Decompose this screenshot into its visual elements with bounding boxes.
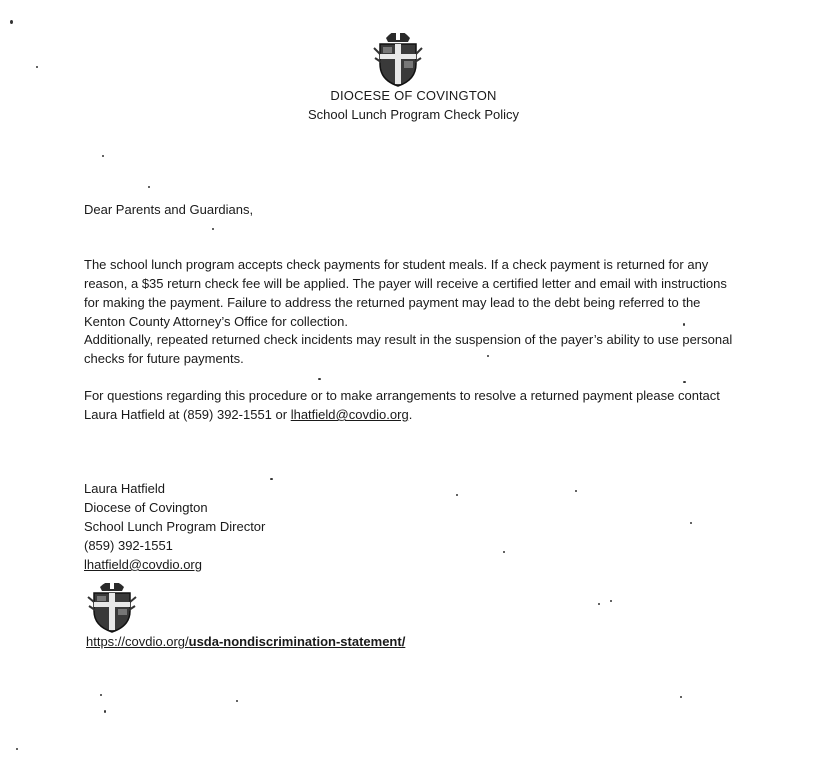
scan-speck <box>16 748 18 750</box>
policy-paragraph: The school lunch program accepts check payments for student meals. If a check payment is returned for any reason, a $35 return check fee will be applied. The payer will receive a certified letter and email with instructions for making the payment. Failure to address the returned payment may lead to the debt being referred to the Kenton County Attorney’s Office for collection. <box>84 257 727 329</box>
signature-email-link[interactable]: lhatfield@covdio.org <box>84 557 202 572</box>
contact-lead-text: For questions regarding this procedure or to make arrangements to resolve a returned payment please contact Laura Hatfield at (859) 392-1551 or <box>84 388 720 422</box>
scan-speck <box>104 710 106 713</box>
repeated-incidents-paragraph: Additionally, repeated returned check incidents may result in the suspension of the payer’s ability to use personal checks for future payments. <box>84 332 733 366</box>
signature-title: School Lunch Program Director <box>84 519 266 534</box>
contact-email-link[interactable]: lhatfield@covdio.org <box>290 407 409 422</box>
footer-link-domain: https://covdio.org/ <box>86 634 189 649</box>
scan-speck <box>36 66 38 68</box>
scan-speck <box>10 20 13 24</box>
footer-link-path: usda-nondiscrimination-statement/ <box>188 634 406 649</box>
signature-name: Laura Hatfield <box>84 481 165 496</box>
diocese-crest-icon <box>86 575 138 635</box>
diocese-crest-icon <box>372 24 424 90</box>
scan-speck <box>598 603 600 605</box>
scan-speck <box>503 551 505 553</box>
scan-speck <box>690 522 692 524</box>
scan-speck <box>680 696 682 698</box>
greeting: Dear Parents and Guardians, <box>84 202 254 217</box>
contact-paragraph <box>84 386 734 424</box>
scan-speck <box>102 155 104 157</box>
scan-speck <box>148 186 150 188</box>
policy-title: School Lunch Program Check Policy <box>308 107 519 122</box>
scan-speck <box>487 355 489 357</box>
scan-speck <box>610 600 612 602</box>
scan-speck <box>236 700 238 702</box>
signature-organization: Diocese of Covington <box>84 500 208 515</box>
contact-end: . <box>408 407 413 422</box>
scan-speck <box>212 228 214 230</box>
scan-speck <box>683 381 686 383</box>
scan-speck <box>456 494 458 496</box>
scan-speck <box>575 490 577 492</box>
signature-phone: (859) 392-1551 <box>84 538 173 553</box>
scan-speck <box>100 694 102 696</box>
scan-speck <box>318 378 321 380</box>
organization-heading: DIOCESE OF COVINGTON <box>330 88 497 103</box>
signature-block <box>84 479 265 574</box>
scan-speck <box>270 478 273 480</box>
scan-speck <box>683 323 685 326</box>
nondiscrimination-statement-link[interactable] <box>86 634 405 649</box>
